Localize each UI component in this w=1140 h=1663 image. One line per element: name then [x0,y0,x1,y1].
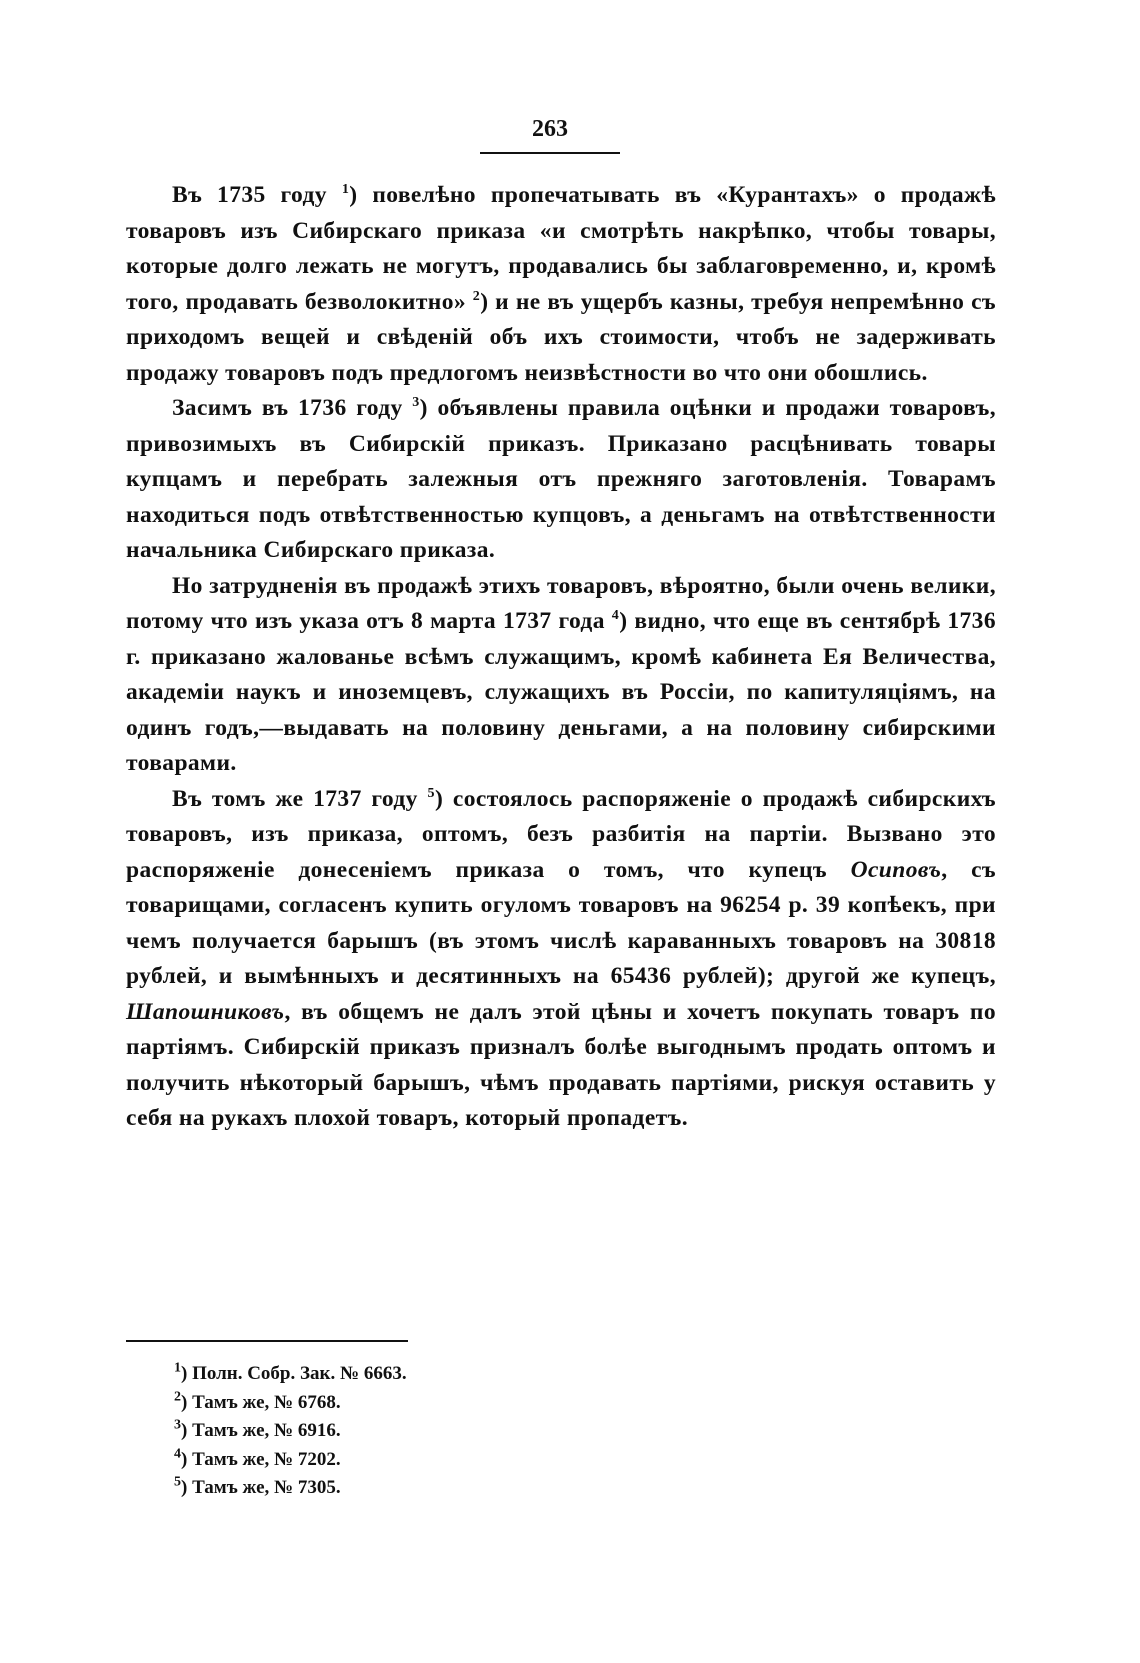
merchant-name-shaposhnikov: Шапошниковъ [126,998,285,1025]
body-text [126,178,996,1137]
footnote-ref-5: 5 [427,785,435,801]
footnotes [174,1360,674,1503]
paragraph-4 [126,782,996,1137]
footnote-separator [126,1340,408,1342]
paragraph-4-text-b: ) состоялось распоряженіе о продажѣ сибирскихъ товаровъ, изъ приказа, оптомъ, безъ разбитія на партіи. Вызвано это распоряженіе донесеніемъ приказа о томъ, что купецъ [126,785,996,883]
merchant-name-osipov: Осиповъ [850,856,942,883]
page-number-underline [480,152,620,154]
footnote-2 [174,1389,674,1418]
paragraph-2 [126,391,996,569]
paragraph-1-text-c: ) и не въ ущербъ казны, требуя непремѣнно съ приходомъ вещей и свѣденій объ ихъ стоимости, чтобъ не задерживать продажу товаровъ подъ предлогомъ неизвѣстности во что они обошлись. [126,288,997,386]
footnote-number: 1 [174,1360,181,1376]
footnote-text: ) Тамъ же, № 6916. [181,1420,341,1441]
paragraph-3-text-b: ) видно, что еще въ сентябрѣ 1736 г. приказано жалованье всѣмъ служащимъ, кромѣ кабинета Ея Величества, академіи наукъ и иноземцевъ, служащихъ въ Россіи, по капитуляціямъ, на одинъ годъ,—выдавать на половину деньгами, а на половину сибирскими товарами. [126,608,996,776]
page-number: 263 [532,116,568,142]
paragraph-4-text-d: , въ общемъ не далъ этой цѣны и хочетъ покупать товаръ по партіямъ. Сибирскій приказъ призналъ болѣе выгоднымъ продать оптомъ и получить нѣкоторый барышъ, чѣмъ продавать партіями, рискуя оставить у себя на рукахъ плохой товаръ, который пропадетъ. [126,998,996,1131]
footnote-text: ) Тамъ же, № 7305. [181,1477,341,1498]
footnote-number: 3 [174,1417,181,1433]
paragraph-4-text-c: , съ товарищами, согласенъ купить огуломъ товаровъ на 96254 р. 39 копѣекъ, при чемъ получается барышъ (въ этомъ числѣ караванныхъ товаровъ на 30818 рублей, и вымѣнныхъ и десятинныхъ на 65436 рублей); другой же купецъ, [126,856,996,989]
paragraph-1 [126,178,996,391]
footnote-1 [174,1360,674,1389]
footnote-number: 4 [174,1446,181,1462]
paragraph-4-text-a: Въ томъ же 1737 году [172,785,428,812]
paragraph-2-text-b: ) объявлены правила оцѣнки и продажи товаровъ, привозимыхъ въ Сибирскій приказъ. Приказано расцѣнивать товары купцамъ и перебрать залежныя отъ прежняго заготовленія. Товарамъ находиться подъ отвѣтственностью купцовъ, а деньгамъ на отвѣтственности начальника Сибирскаго приказа. [126,395,997,563]
footnote-3 [174,1417,674,1446]
footnote-ref-4: 4 [611,608,620,624]
footnote-4 [174,1446,674,1475]
paragraph-1-text-b: ) повелѣно пропечатывать въ «Курантахъ» о продажѣ товаровъ изъ Сибирскаго приказа «и смотрѣть накрѣпко, чтобы товары, которые долго лежать не могутъ, продавались бы заблаговременно, и, кромѣ того, продавать безволокитно» [126,182,997,315]
footnote-text: ) Тамъ же, № 6768. [181,1391,341,1413]
paragraph-3 [126,569,996,782]
footnote-number: 2 [174,1389,181,1405]
paragraph-3-text-a: Но затрудненія въ продажѣ этихъ товаровъ, вѣроятно, были очень велики, потому что изъ указа отъ 8 марта 1737 года [126,572,996,634]
footnote-ref-3: 3 [412,395,420,411]
footnote-ref-2: 2 [472,288,481,304]
footnote-5 [174,1474,674,1503]
footnote-text: ) Тамъ же, № 7202. [181,1448,341,1470]
footnote-text: ) Полн. Собр. Зак. № 6663. [181,1363,407,1384]
footnote-number: 5 [174,1474,181,1490]
footnote-ref-1: 1 [341,182,350,198]
paragraph-1-text-a: Въ 1735 году [172,182,342,208]
paragraph-2-text-a: Засимъ въ 1736 году [172,395,413,421]
